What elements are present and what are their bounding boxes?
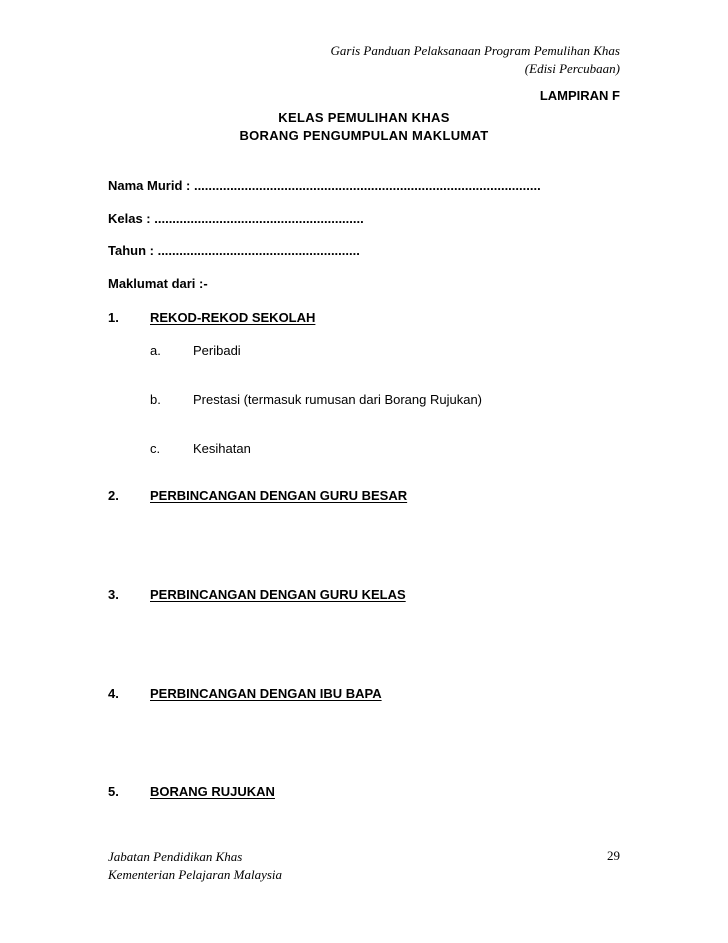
information-from-label: Maklumat dari :- xyxy=(108,276,208,291)
footer-department: Jabatan Pendidikan Khas xyxy=(108,849,243,864)
subitem-letter: b. xyxy=(150,392,161,407)
footer-ministry: Kementerian Pelajaran Malaysia xyxy=(108,867,283,882)
subitem-personal: Peribadi xyxy=(193,343,241,358)
section-title-class-teacher-discussion: PERBINCANGAN DENGAN GURU KELAS xyxy=(150,587,406,602)
section-title-referral-form: BORANG RUJUKAN xyxy=(150,784,275,799)
section-number: 2. xyxy=(108,488,119,503)
section-number: 5. xyxy=(108,784,119,799)
subitem-letter: c. xyxy=(150,441,161,456)
header-edition: (Edisi Percubaan) xyxy=(524,61,620,76)
appendix-label: LAMPIRAN F xyxy=(539,88,620,103)
section-title-headmaster-discussion: PERBINCANGAN DENGAN GURU BESAR xyxy=(150,488,408,503)
form-title-line2: BORANG PENGUMPULAN MAKLUMAT xyxy=(239,128,489,143)
subitem-health: Kesihatan xyxy=(193,441,251,456)
section-number: 4. xyxy=(108,686,119,701)
page-number: 29 xyxy=(607,848,620,863)
student-name-field: Nama Murid : ................................................................................................ xyxy=(108,178,541,193)
subitem-achievement: Prestasi (termasuk rumusan dari Borang Rujukan) xyxy=(193,392,483,407)
header-guide-title: Garis Panduan Pelaksanaan Program Pemulihan Khas xyxy=(330,43,620,58)
section-title-school-records: REKOD-REKOD SEKOLAH xyxy=(150,310,316,325)
section-title-parents-discussion: PERBINCANGAN DENGAN IBU BAPA xyxy=(150,686,382,701)
class-field: Kelas : .......................................................... xyxy=(108,211,364,226)
form-title-line1: KELAS PEMULIHAN KHAS xyxy=(278,110,450,125)
section-number: 1. xyxy=(108,310,119,325)
year-field: Tahun : ........................................................ xyxy=(108,243,360,258)
section-number: 3. xyxy=(108,587,119,602)
subitem-letter: a. xyxy=(150,343,161,358)
